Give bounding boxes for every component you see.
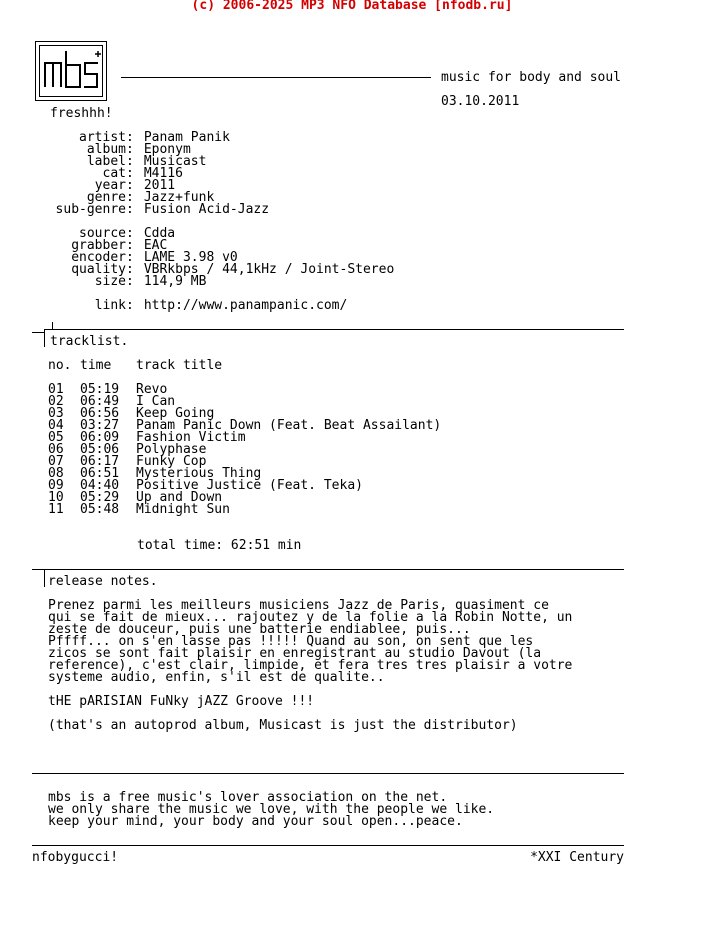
info-key: cat — [102, 166, 126, 181]
footer-line: keep your mind, your body and your soul open...peace. — [48, 814, 463, 829]
info-value: Musicast — [143, 154, 207, 169]
link-value[interactable]: http://www.panampanic.com/ — [143, 298, 348, 313]
rip-value: EAC — [143, 238, 168, 253]
tracklist-bracket-foot — [32, 332, 44, 333]
rip-row-size: size: 114,9 MB — [32, 276, 206, 288]
track-title: Midnight Sun — [136, 502, 230, 517]
track-no: 07 — [48, 454, 64, 469]
info-row-cat: cat: M4116 — [32, 168, 183, 180]
track-no: 11 — [48, 502, 64, 517]
rip-row-source: source: Cdda — [32, 228, 175, 240]
track-time: 06:56 — [80, 406, 120, 421]
greeting: freshhh! — [50, 106, 113, 121]
mbs-logo — [35, 41, 107, 101]
track-title: Funky Cop — [136, 454, 207, 469]
info-row-sub-genre: sub-genre: Fusion Acid-Jazz — [32, 204, 269, 216]
track-no: 08 — [48, 466, 64, 481]
signature-right: *XXI Century — [530, 850, 624, 865]
footer-rule-bottom — [32, 845, 624, 846]
tracklist-rule — [44, 329, 624, 330]
release-notes-bracket — [44, 569, 45, 587]
track-no: 04 — [48, 418, 64, 433]
info-value: Jazz+funk — [143, 190, 215, 205]
info-value: Panam Panik — [143, 130, 230, 145]
track-title: Up and Down — [136, 490, 223, 505]
tagline: music for body and soul — [441, 70, 622, 85]
track-time: 06:09 — [80, 430, 120, 445]
info-value: Eponym — [143, 142, 191, 157]
tracklist-rule-tick — [52, 322, 53, 329]
signature-left: nfobygucci! — [32, 850, 119, 865]
rip-value: VBRkbps / 44,1kHz / Joint-Stereo — [143, 262, 395, 277]
track-title: Mysterious Thing — [136, 466, 262, 481]
info-key: artist — [79, 130, 126, 145]
track-title: Polyphase — [136, 442, 207, 457]
track-no: 02 — [48, 394, 64, 409]
site-banner: (c) 2006-2025 MP3 NFO Database [nfodb.ru] — [191, 0, 513, 13]
release-notes-heading: release notes. — [48, 574, 158, 589]
track-title: Revo — [136, 382, 168, 397]
col-no: no. — [48, 358, 72, 373]
rip-row-quality: quality: VBRkbps / 44,1kHz / Joint-Stereo — [32, 264, 394, 276]
info-value: Fusion Acid-Jazz — [143, 202, 270, 217]
total-time: total time: 62:51 min — [137, 538, 302, 553]
rip-value: LAME 3.98 v0 — [143, 250, 238, 265]
track-time: 03:27 — [80, 418, 120, 433]
track-time: 05:48 — [80, 502, 120, 517]
rip-key: source — [79, 226, 126, 241]
info-key: year — [94, 178, 126, 193]
track-time: 05:29 — [80, 490, 120, 505]
release-notes-rule — [32, 569, 624, 570]
info-key: sub-genre — [55, 202, 126, 217]
track-title: Positive Justice (Feat. Teka) — [136, 478, 363, 493]
release-notes-line: qui se fait de mieux... rajoutez y de la folie a la Robin Notte, un — [48, 610, 573, 625]
tracklist-header-row — [48, 360, 222, 372]
track-no: 06 — [48, 442, 64, 457]
mbs-logo-icon — [35, 41, 107, 101]
link-key: link — [94, 298, 126, 313]
track-row — [48, 504, 230, 516]
track-time: 05:19 — [80, 382, 120, 397]
info-row-year: year: 2011 — [32, 180, 175, 192]
track-time: 04:40 — [80, 478, 120, 493]
rip-value: 114,9 MB — [143, 274, 207, 289]
release-notes-line: systeme audio, enfin, s'il est de qualite.. — [48, 670, 385, 685]
tagline-rule — [121, 77, 431, 78]
info-value: 2011 — [143, 178, 176, 193]
rip-row-grabber: grabber: EAC — [32, 240, 167, 252]
rip-row-encoder: encoder: LAME 3.98 v0 — [32, 252, 238, 264]
info-row-label: label: Musicast — [32, 156, 206, 168]
release-notes-line: Pffff... on s'en lasse pas !!!!! Quand au son, on sent que les — [48, 634, 534, 649]
track-title: I Can — [136, 394, 176, 409]
footer-rule-top — [32, 773, 624, 774]
rip-key: quality — [71, 262, 126, 277]
track-time: 05:06 — [80, 442, 120, 457]
footer-line: mbs is a free music's lover association on the net. — [48, 790, 448, 805]
info-key: genre — [86, 190, 126, 205]
track-time: 06:49 — [80, 394, 120, 409]
info-key: label — [86, 154, 126, 169]
info-row-album: album: Eponym — [32, 144, 191, 156]
rip-value: Cdda — [143, 226, 176, 241]
tracklist-heading: tracklist. — [50, 334, 129, 349]
track-time: 06:17 — [80, 454, 120, 469]
track-title: Fashion Victim — [136, 430, 246, 445]
footer-line: we only share the music we love, with the people we like. — [48, 802, 495, 817]
release-notes-line: zicos se sont fait plaisir en enregistrant au studio Davout (la — [48, 646, 542, 661]
release-note: (that's an autoprod album, Musicast is just the distributor) — [48, 718, 518, 733]
info-row-link: link: http://www.panampanic.com/ — [32, 300, 347, 312]
track-title: Panam Panic Down (Feat. Beat Assailant) — [136, 418, 442, 433]
col-title: track title — [136, 358, 223, 373]
track-title: Keep Going — [136, 406, 215, 421]
track-time: 06:51 — [80, 466, 120, 481]
track-no: 10 — [48, 490, 64, 505]
release-notes-line: Prenez parmi les meilleurs musiciens Jazz de Paris, quasiment ce — [48, 598, 549, 613]
track-no: 05 — [48, 430, 64, 445]
release-notes-line: zeste de douceur, puis une batterie endiablee, puis... — [48, 622, 471, 637]
info-row-genre: genre: Jazz+funk — [32, 192, 214, 204]
release-slogan: tHE pARISIAN FuNky jAZZ Groove !!! — [48, 694, 315, 709]
release-date: 03.10.2011 — [441, 94, 520, 109]
track-no: 09 — [48, 478, 64, 493]
rip-key: size — [94, 274, 126, 289]
rip-key: encoder — [71, 250, 126, 265]
release-notes-line: reference), c'est clair, limpide, et fera tres tres plaisir a votre — [48, 658, 573, 673]
tracklist-bracket — [44, 329, 45, 347]
track-no: 03 — [48, 406, 64, 421]
col-time: time — [80, 358, 112, 373]
rip-key: grabber — [71, 238, 126, 253]
track-no: 01 — [48, 382, 64, 397]
info-key: album — [86, 142, 126, 157]
info-value: M4116 — [143, 166, 183, 181]
info-row-artist: artist: Panam Panik — [32, 132, 230, 144]
